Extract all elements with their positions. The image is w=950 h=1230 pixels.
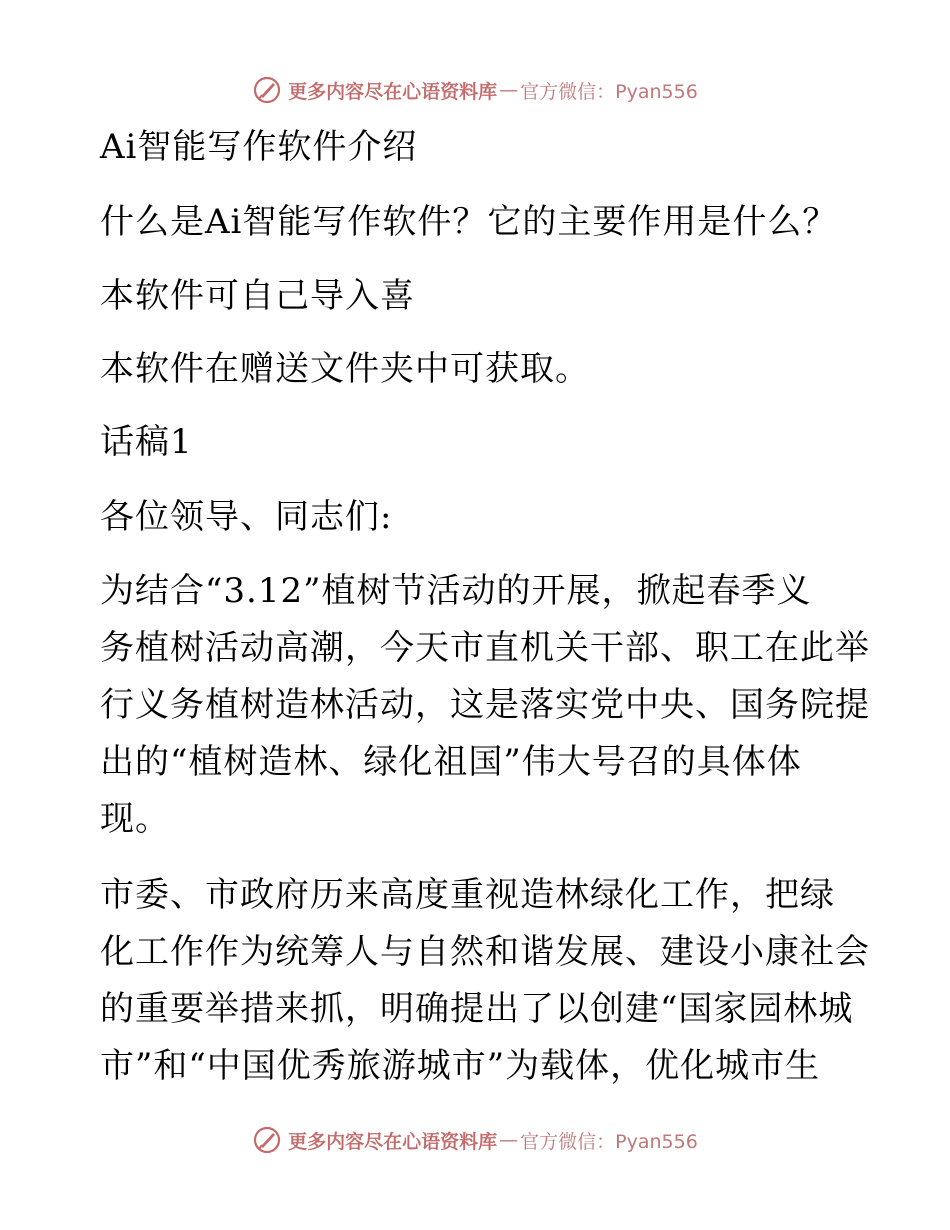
paragraph-2 (100, 867, 870, 1095)
watermark-footer (0, 1123, 950, 1157)
paragraph-1-line: 出的“植树造林、绿化祖国”伟大号召的具体体 (100, 742, 802, 782)
paragraph-2-line: 的重要举措来抓，明确提出了以创建“国家园林城 (100, 989, 854, 1029)
paragraph-1-line: 为结合“3.12”植树节活动的开展，掀起春季义 (100, 571, 812, 611)
paragraph-1-line: 行义务植树造林活动，这是落实党中央、国务院提 (100, 685, 870, 725)
paragraph-2-line: 化工作作为统筹人与自然和谐发展、建设小康社会 (100, 932, 870, 972)
watermark-separator: — (499, 79, 519, 101)
paragraph-2-line: 市委、市政府历来高度重视造林绿化工作，把绿 (100, 875, 835, 915)
paragraph-2-line: 市”和“中国优秀旅游城市”为载体，优化城市生 (100, 1046, 821, 1086)
doc-line-folder: 本软件在赠送文件夹中可获取。 (100, 349, 590, 389)
watermark-contact: 官方微信：Pyan556 (520, 1130, 698, 1153)
quill-pen-logo-icon (252, 75, 282, 105)
paragraph-1 (100, 563, 870, 848)
doc-speech-heading: 话稿1 (100, 422, 193, 462)
doc-line-import: 本软件可自己导入喜 (100, 276, 415, 316)
paragraph-1-line: 务植树活动高潮，今天市直机关干部、职工在此举 (100, 628, 870, 668)
watermark-main-text: 更多内容尽在心语资料库 (288, 1130, 498, 1153)
doc-question: 什么是Ai智能写作软件？它的主要作用是什么？ (100, 202, 838, 242)
doc-salutation: 各位领导、同志们: (100, 497, 393, 537)
quill-pen-logo-icon (252, 1125, 282, 1155)
watermark-separator: — (499, 1129, 519, 1151)
paragraph-1-line: 现。 (100, 799, 170, 839)
doc-title: Ai智能写作软件介绍 (100, 127, 418, 167)
watermark-contact: 官方微信：Pyan556 (520, 80, 698, 103)
watermark-header (0, 73, 950, 107)
watermark-main-text: 更多内容尽在心语资料库 (288, 80, 498, 103)
